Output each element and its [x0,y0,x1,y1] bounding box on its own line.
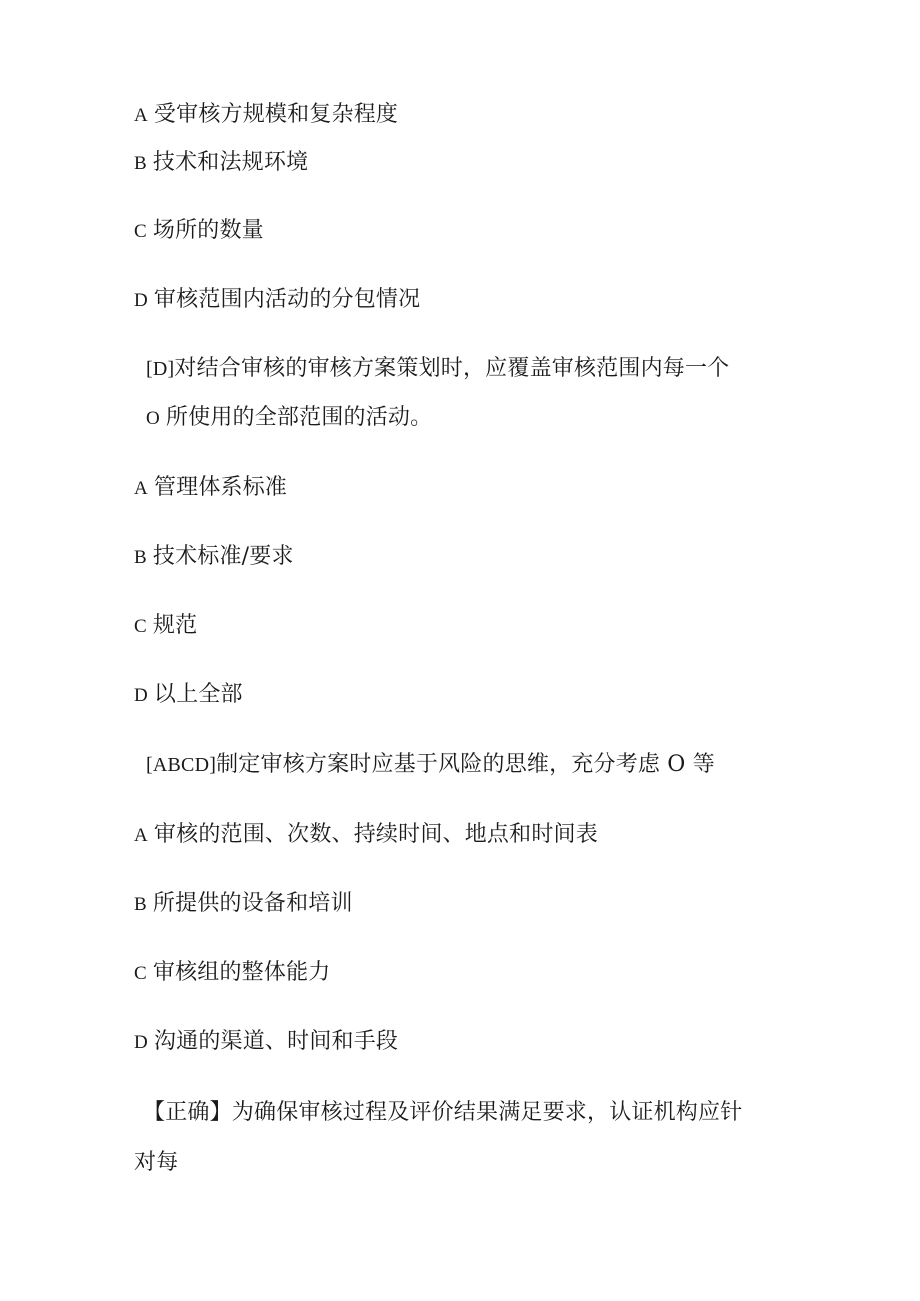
option-line [134,1028,398,1057]
question-text: 所使用的全部范围的活动。 [165,405,433,430]
option-letter: D [134,290,148,311]
paragraph-line [134,1149,178,1177]
option-letter: D [134,685,148,706]
option-text: 规范 [152,613,198,638]
option-line [134,217,264,246]
question-line [146,404,432,433]
option-text: 场所的数量 [152,218,264,243]
blank-marker: O [146,408,160,429]
option-text: 审核组的整体能力 [152,960,331,985]
option-line [134,474,287,503]
paragraph-text: 对每 [134,1150,179,1175]
option-letter: C [134,221,147,242]
question-text: 制定审核方案时应基于风险的思维，充分考虑 O 等 [216,752,715,777]
option-line [134,286,420,315]
option-letter: C [134,616,147,637]
option-text: 审核范围内活动的分包情况 [153,287,421,312]
option-line [134,959,330,988]
option-text: 以上全部 [153,682,243,707]
paragraph-text: 【正确】为确保审核过程及评价结果满足要求，认证机构应针 [143,1100,743,1125]
option-letter: D [134,1032,148,1053]
question-line [146,355,729,383]
option-text: 所提供的设备和培训 [152,891,353,916]
option-letter: B [134,894,147,915]
option-letter: C [134,963,147,984]
option-text: 管理体系标准 [153,475,288,500]
question-text: 对结合审核的审核方案策划时，应覆盖审核范围内每一个 [174,356,730,381]
answer-tag: [ABCD] [146,754,217,776]
option-text: 沟通的渠道、时间和手段 [153,1029,399,1054]
option-text: 审核的范围、次数、持续时间、地点和时间表 [153,822,598,847]
question-line [146,751,715,779]
paragraph-line [143,1099,742,1127]
option-letter: B [134,547,147,568]
option-line [134,149,308,178]
option-line [134,612,197,641]
option-line [134,101,398,130]
option-line [134,543,294,572]
option-text: 受审核方规模和复杂程度 [153,102,399,127]
option-text: 技术标准/要求 [152,544,294,569]
option-letter: B [134,153,147,174]
option-letter: A [134,825,148,846]
answer-tag: [D] [146,358,175,380]
option-line [134,681,243,710]
option-letter: A [134,478,148,499]
option-line [134,890,353,919]
option-text: 技术和法规环境 [152,150,309,175]
option-line [134,821,598,850]
option-letter: A [134,105,148,126]
